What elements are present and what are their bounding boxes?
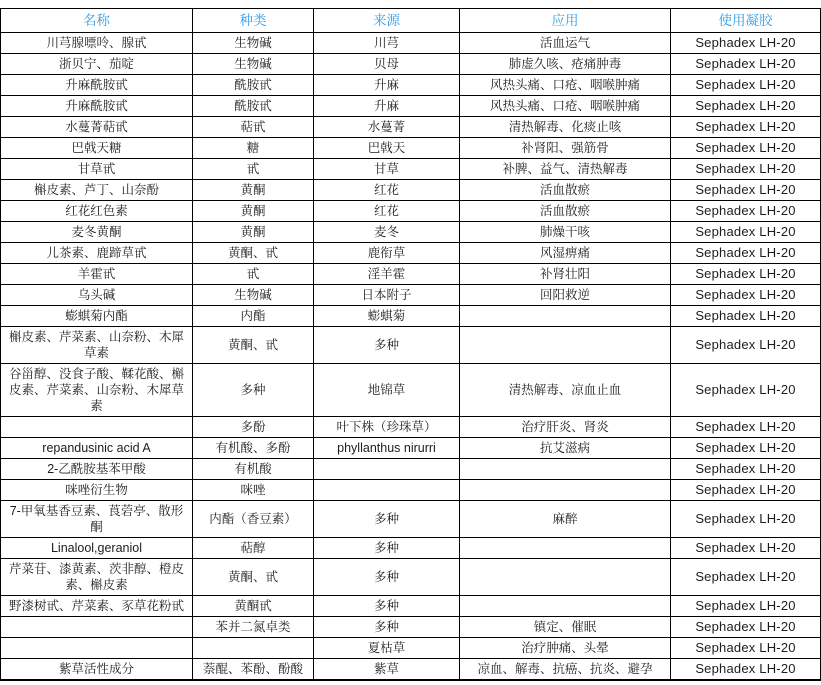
cell-type: 内酯（香豆素）	[193, 501, 314, 538]
table-row	[1, 480, 821, 501]
table-row	[1, 264, 821, 285]
table-row	[1, 438, 821, 459]
cell-application: 抗艾滋病	[460, 438, 671, 459]
cell-name: 咪唑衍生物	[1, 480, 193, 501]
cell-name: 芹菜苷、漆黄素、茨非醇、橙皮素、槲皮素	[1, 559, 193, 596]
cell-type: 多酚	[193, 417, 314, 438]
cell-gel: Sephadex LH-20	[671, 306, 821, 327]
cell-application: 治疗肝炎、肾炎	[460, 417, 671, 438]
cell-type: 生物碱	[193, 285, 314, 306]
cell-application: 活血运气	[460, 33, 671, 54]
table-row	[1, 117, 821, 138]
cell-type: 黄酮	[193, 180, 314, 201]
column-header-source: 来源	[314, 9, 460, 33]
cell-gel: Sephadex LH-20	[671, 96, 821, 117]
cell-gel: Sephadex LH-20	[671, 327, 821, 364]
cell-gel: Sephadex LH-20	[671, 538, 821, 559]
table-row	[1, 96, 821, 117]
column-header-type: 种类	[193, 9, 314, 33]
cell-name: 红花红色素	[1, 201, 193, 222]
cell-application	[460, 538, 671, 559]
cell-type: 甙	[193, 264, 314, 285]
cell-source: phyllanthus nirurri	[314, 438, 460, 459]
cell-application	[460, 459, 671, 480]
table-row	[1, 638, 821, 659]
cell-type: 黄酮、甙	[193, 327, 314, 364]
table-row	[1, 538, 821, 559]
table-row	[1, 243, 821, 264]
cell-source: 紫草	[314, 659, 460, 681]
cell-gel: Sephadex LH-20	[671, 159, 821, 180]
cell-name: 蟛蜞菊内酯	[1, 306, 193, 327]
cell-gel: Sephadex LH-20	[671, 180, 821, 201]
cell-type: 有机酸	[193, 459, 314, 480]
cell-type: 苯并二氮卓类	[193, 617, 314, 638]
cell-type: 生物碱	[193, 33, 314, 54]
table-row	[1, 417, 821, 438]
cell-type: 酰胺甙	[193, 96, 314, 117]
cell-application	[460, 559, 671, 596]
cell-name: 巴戟天糖	[1, 138, 193, 159]
column-header-application: 应用	[460, 9, 671, 33]
cell-gel: Sephadex LH-20	[671, 617, 821, 638]
cell-source	[314, 480, 460, 501]
cell-source: 叶下株（珍珠草）	[314, 417, 460, 438]
cell-type	[193, 638, 314, 659]
cell-source: 贝母	[314, 54, 460, 75]
cell-type: 甙	[193, 159, 314, 180]
cell-source: 巴戟天	[314, 138, 460, 159]
table-row	[1, 459, 821, 480]
cell-source: 水蔓菁	[314, 117, 460, 138]
cell-application	[460, 480, 671, 501]
cell-source: 红花	[314, 201, 460, 222]
cell-gel: Sephadex LH-20	[671, 201, 821, 222]
cell-source: 蟛蜞菊	[314, 306, 460, 327]
cell-application: 麻醉	[460, 501, 671, 538]
cell-name: 川芎腺嘌呤、腺甙	[1, 33, 193, 54]
cell-type: 黄酮、甙	[193, 243, 314, 264]
cell-name: 儿茶素、鹿蹄草甙	[1, 243, 193, 264]
cell-name: 羊霍甙	[1, 264, 193, 285]
cell-application: 回阳救逆	[460, 285, 671, 306]
cell-source: 红花	[314, 180, 460, 201]
cell-gel: Sephadex LH-20	[671, 501, 821, 538]
cell-source: 多种	[314, 538, 460, 559]
cell-gel: Sephadex LH-20	[671, 596, 821, 617]
cell-name: 7-甲氧基香豆素、莨菪亭、散形酮	[1, 501, 193, 538]
cell-source: 夏枯草	[314, 638, 460, 659]
table-row	[1, 306, 821, 327]
cell-type: 萜甙	[193, 117, 314, 138]
table-row	[1, 75, 821, 96]
table-row	[1, 180, 821, 201]
cell-type: 有机酸、多酚	[193, 438, 314, 459]
table-row	[1, 201, 821, 222]
cell-type: 糖	[193, 138, 314, 159]
cell-gel: Sephadex LH-20	[671, 222, 821, 243]
cell-gel: Sephadex LH-20	[671, 33, 821, 54]
header-row	[1, 9, 821, 33]
table-row	[1, 33, 821, 54]
cell-application: 补肾壮阳	[460, 264, 671, 285]
cell-application: 治疗肿痛、头晕	[460, 638, 671, 659]
cell-source: 淫羊霍	[314, 264, 460, 285]
cell-gel: Sephadex LH-20	[671, 138, 821, 159]
cell-source: 川芎	[314, 33, 460, 54]
cell-type: 酰胺甙	[193, 75, 314, 96]
cell-gel: Sephadex LH-20	[671, 54, 821, 75]
cell-gel: Sephadex LH-20	[671, 285, 821, 306]
cell-type: 生物碱	[193, 54, 314, 75]
table-row	[1, 559, 821, 596]
cell-name: 谷甾醇、没食子酸、鞣花酸、槲皮素、芹菜素、山奈粉、木犀草素	[1, 364, 193, 417]
cell-type: 萘醌、苯酚、酚酸	[193, 659, 314, 681]
cell-source	[314, 459, 460, 480]
cell-application: 风湿痹痛	[460, 243, 671, 264]
table-row	[1, 285, 821, 306]
cell-name: 2-乙酰胺基苯甲酸	[1, 459, 193, 480]
cell-gel: Sephadex LH-20	[671, 659, 821, 681]
cell-name: 槲皮素、芦丁、山奈酚	[1, 180, 193, 201]
cell-application	[460, 306, 671, 327]
cell-source: 升麻	[314, 96, 460, 117]
cell-gel: Sephadex LH-20	[671, 417, 821, 438]
cell-name: 浙贝宁、茄啶	[1, 54, 193, 75]
column-header-name: 名称	[1, 9, 193, 33]
cell-gel: Sephadex LH-20	[671, 117, 821, 138]
cell-gel: Sephadex LH-20	[671, 638, 821, 659]
cell-source: 地锦草	[314, 364, 460, 417]
cell-application: 风热头痛、口疮、咽喉肿痛	[460, 75, 671, 96]
compound-separation-table	[0, 8, 821, 681]
cell-application	[460, 327, 671, 364]
cell-application: 活血散瘀	[460, 201, 671, 222]
table-row	[1, 596, 821, 617]
table-row	[1, 222, 821, 243]
cell-application: 清热解毒、凉血止血	[460, 364, 671, 417]
cell-application: 清热解毒、化痰止咳	[460, 117, 671, 138]
cell-application: 活血散瘀	[460, 180, 671, 201]
cell-source: 升麻	[314, 75, 460, 96]
cell-gel: Sephadex LH-20	[671, 480, 821, 501]
cell-name: 野漆树甙、芹菜素、豕草花粉甙	[1, 596, 193, 617]
table-row	[1, 159, 821, 180]
cell-type: 黄酮	[193, 201, 314, 222]
table-row	[1, 138, 821, 159]
cell-source: 鹿衔草	[314, 243, 460, 264]
cell-name: 麦冬黄酮	[1, 222, 193, 243]
cell-source: 日本附子	[314, 285, 460, 306]
cell-gel: Sephadex LH-20	[671, 264, 821, 285]
cell-name: 乌头碱	[1, 285, 193, 306]
cell-gel: Sephadex LH-20	[671, 459, 821, 480]
cell-source: 甘草	[314, 159, 460, 180]
cell-name: repandusinic acid A	[1, 438, 193, 459]
table-row	[1, 364, 821, 417]
cell-application	[460, 596, 671, 617]
cell-type: 黄酮	[193, 222, 314, 243]
cell-type: 多种	[193, 364, 314, 417]
table-body	[1, 33, 821, 681]
cell-application: 补肾阳、强筋骨	[460, 138, 671, 159]
cell-source: 多种	[314, 617, 460, 638]
cell-type: 萜醇	[193, 538, 314, 559]
cell-application: 补脾、益气、清热解毒	[460, 159, 671, 180]
table-row	[1, 327, 821, 364]
cell-source: 多种	[314, 559, 460, 596]
cell-type: 内酯	[193, 306, 314, 327]
cell-gel: Sephadex LH-20	[671, 75, 821, 96]
cell-application: 肺燥干咳	[460, 222, 671, 243]
cell-application: 镇定、催眠	[460, 617, 671, 638]
cell-application: 凉血、解毒、抗癌、抗炎、避孕	[460, 659, 671, 681]
cell-name: Linalool,geraniol	[1, 538, 193, 559]
cell-source: 麦冬	[314, 222, 460, 243]
cell-name: 甘草甙	[1, 159, 193, 180]
table-row	[1, 501, 821, 538]
table-row	[1, 659, 821, 681]
cell-name: 水蔓菁萜甙	[1, 117, 193, 138]
cell-gel: Sephadex LH-20	[671, 243, 821, 264]
table-row	[1, 617, 821, 638]
cell-source: 多种	[314, 327, 460, 364]
cell-application: 肺虚久咳、疮痛肿毒	[460, 54, 671, 75]
cell-gel: Sephadex LH-20	[671, 364, 821, 417]
cell-type: 黄酮、甙	[193, 559, 314, 596]
cell-name	[1, 417, 193, 438]
cell-name: 槲皮素、芹菜素、山奈粉、木犀草素	[1, 327, 193, 364]
cell-source: 多种	[314, 501, 460, 538]
cell-name	[1, 638, 193, 659]
cell-application: 风热头痛、口疮、咽喉肿痛	[460, 96, 671, 117]
table-row	[1, 54, 821, 75]
cell-name: 升麻酰胺甙	[1, 96, 193, 117]
cell-type: 黄酮甙	[193, 596, 314, 617]
cell-source: 多种	[314, 596, 460, 617]
cell-name: 升麻酰胺甙	[1, 75, 193, 96]
cell-gel: Sephadex LH-20	[671, 559, 821, 596]
cell-name: 紫草活性成分	[1, 659, 193, 681]
cell-type: 咪唑	[193, 480, 314, 501]
column-header-gel: 使用凝胶	[671, 9, 821, 33]
cell-name	[1, 617, 193, 638]
cell-gel: Sephadex LH-20	[671, 438, 821, 459]
